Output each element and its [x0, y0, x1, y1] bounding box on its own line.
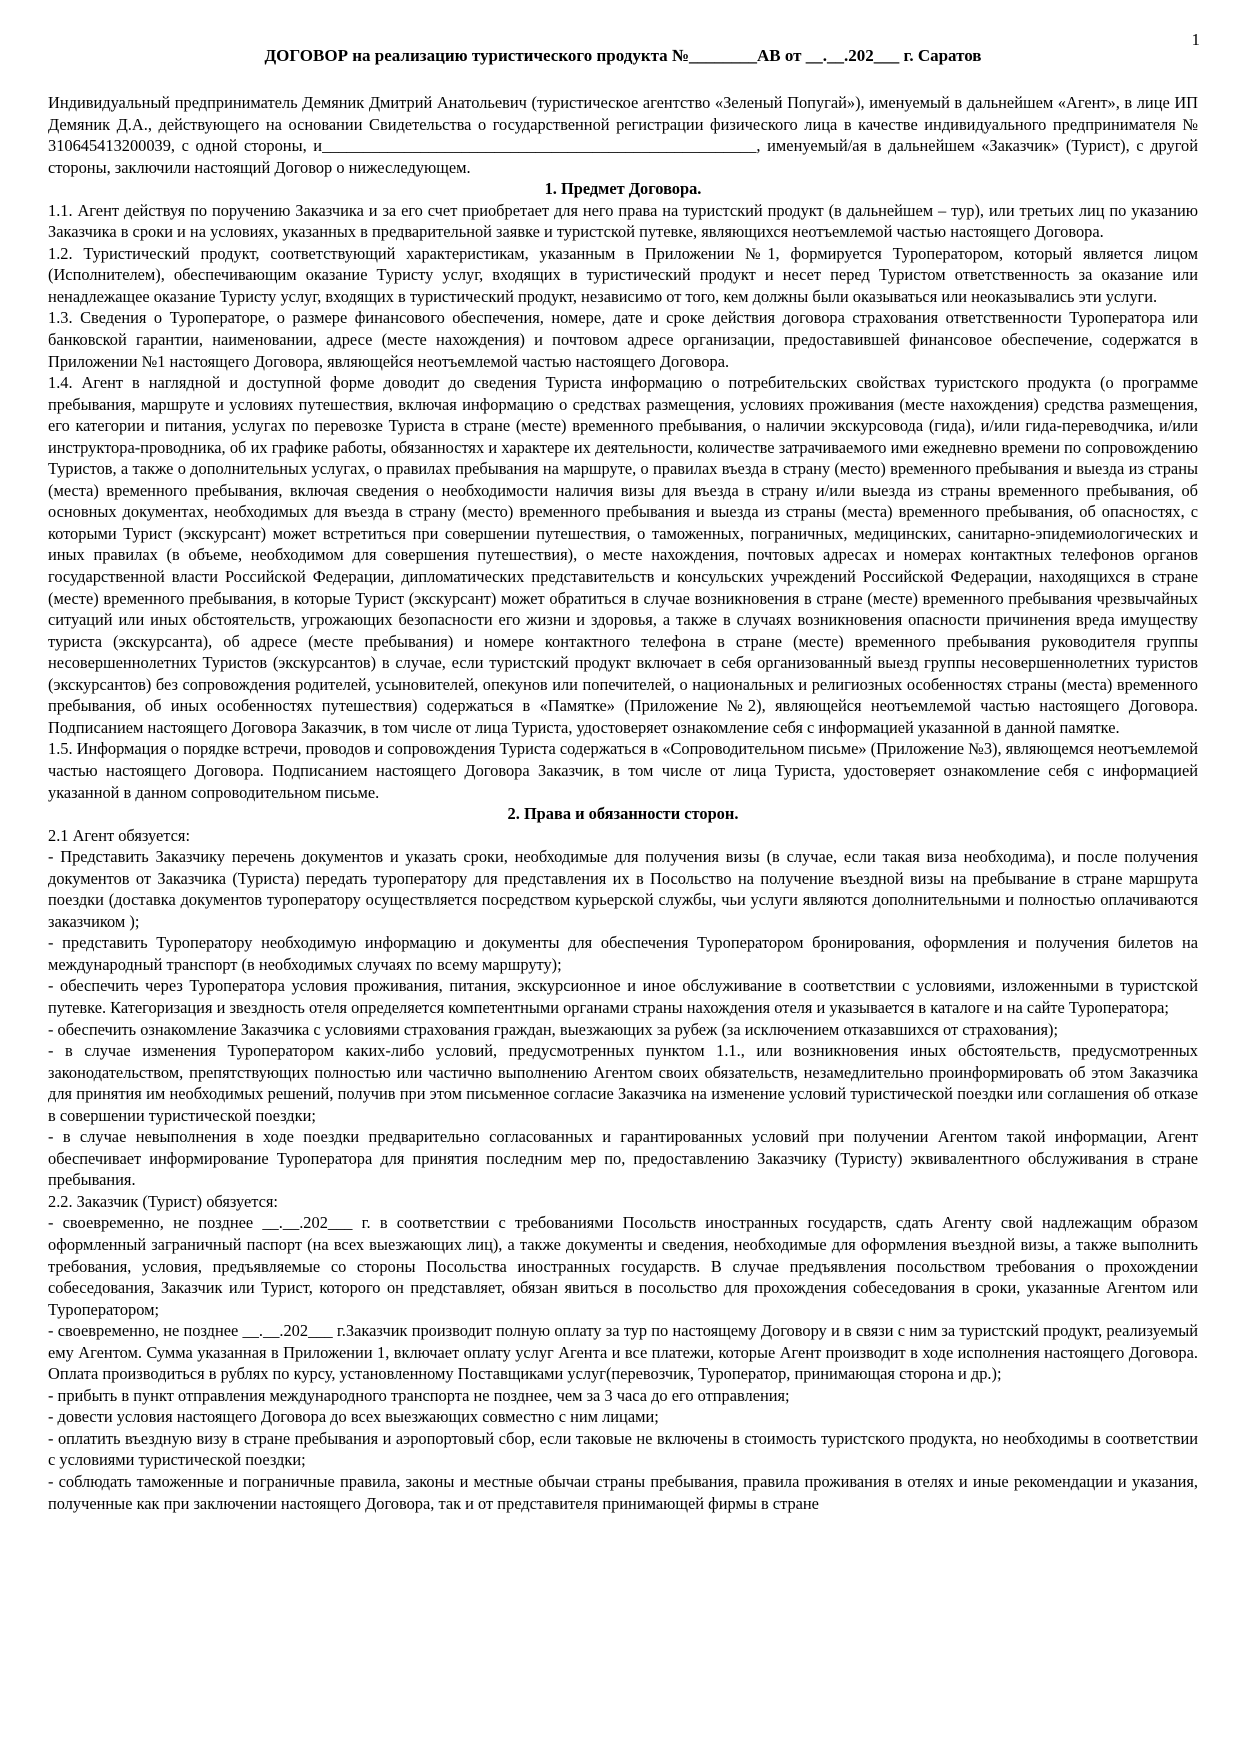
- agent-obligations-heading: 2.1 Агент обязуется:: [48, 825, 191, 845]
- agent-obligation-item: - в случае изменения Туроператором каких-либо условий, предусмотренных пунктом 1.1., или возникновения иных обстоятельств, предусмотренных законодательством, препятствующих полностью или частично выполнению Агентом своих обязательств, незамедлительно проинформировать об этом Заказчика для принятия им необходимых решений, получив при этом письменное согласие Заказчика на изменение условий туристической поездки или соглашения об отказе в совершении туристической поездки;: [48, 1041, 1198, 1125]
- clause-1-1: 1.1. Агент действуя по поручению Заказчика и за его счет приобретает для него права на туристский продукт (в дальнейшем – тур), или третьих лиц по указанию Заказчика в сроки и на условиях, указанных в предварительной заявке и туристской путевке, являющихся неотъемлемой частью настоящего Договора.: [48, 200, 1198, 242]
- client-obligation-item: - оплатить въездную визу в стране пребывания и аэропортовый сбор, если таковые не включены в стоимость туристского продукта, но необходимы в соответствии с условиями туристической поездки;: [48, 1428, 1198, 1470]
- agent-obligation-item: - представить Туроператору необходимую информацию и документы для обеспечения Туроператором бронирования, оформления и получения билетов на международный транспорт (в необходимых случаях по всему маршруту);: [48, 933, 1198, 974]
- section-2-title: 2. Права и обязанности сторон.: [507, 804, 739, 824]
- clause-1-3: 1.3. Сведения о Туроператоре, о размере финансового обеспечения, номере, дате и сроке действия договора страхования ответственности Туроператора или банковской гарантии, наименовании, адресе (месте нахождения) и почтовом адресе организации, предоставившей финансовое обеспечение, содержатся в Приложении №1 настоящего Договора, являющейся неотъемлемой частью настоящего Договора.: [48, 308, 1198, 371]
- client-obligation-item: - прибыть в пункт отправления международного транспорта не позднее, чем за 3 часа до его отправления;: [48, 1385, 790, 1405]
- document-title: ДОГОВОР на реализацию туристического продукта №________АВ от __.__.202___ г. Саратов: [264, 46, 982, 65]
- client-obligation-item: - довести условия настоящего Договора до всех выезжающих совместно с ним лицами;: [48, 1407, 659, 1427]
- clause-1-4: 1.4. Агент в наглядной и доступной форме доводит до сведения Туриста информацию о потребительских свойствах туристского продукта (о программе пребывания, маршруте и условиях путешествия, включая информацию о средствах размещения, условиях проживания (месте нахождения) средства размещения, его категории и питания, услугах по перевозке Туриста в стране (месте) временного пребывания, о наличии экскурсовода (гида), и/или гида-переводчика, и/или инструктора-проводника, об их графике работы, обязанностях и характере их деятельности, количестве затрачиваемого ими ежедневно времени по сопровождению Туристов, а также о дополнительных услугах, о правилах пребывания на маршруте, о правилах въезда в страну (место) временного пребывания и выезда из страны (места) временного пребывания, включая сведения о необходимости наличия визы для въезда в страну и/или выезда из страны временного пребывания, об основных документах, необходимых для въезда в страну (место) временного пребывания и выезда из страны (места) временного пребывания, об опасностях, с которыми Турист (экскурсант) может встретиться при совершении путешествия, о таможенных, пограничных, медицинских, санитарно-эпидемиологических и иных правилах (в объеме, необходимом для совершения путешествия), о месте нахождения, почтовых адресах и номерах контактных телефонов органов государственной власти Российской Федерации, дипломатических представительств и консульских учреждений Российской Федерации, находящихся в стране (месте) временного пребывания, в которые Турист (экскурсант) может обратиться в случае возникновения в стране (месте) временного пребывания чрезвычайных ситуаций или иных обстоятельств, угрожающих безопасности его жизни и здоровья, а также в случаях возникновения опасности причинения вреда имуществу туриста (экскурсанта), об адресе (месте пребывания) и номере контактного телефона в стране (месте) временного пребывания руководителя группы несовершеннолетних Туристов (экскурсантов) в случае, если туристский продукт включает в себя организованный выезд группы несовершеннолетних туристов (экскурсантов) без сопровождения родителей, усыновителей, опекунов или попечителей, о национальных и религиозных особенностях страны (места) временного пребывания, об иных особенностях путешествия) содержаться в «Памятке» (Приложение №2), являющейся неотъемлемой частью настоящего Договора. Подписанием настоящего Договора Заказчик, в том числе от лица Туриста, удостоверяет ознакомление себя с информацией указанной в данной памятке.: [48, 373, 1198, 737]
- contract-document: [48, 46, 1198, 1514]
- client-obligations-heading: 2.2. Заказчик (Турист) обязуется:: [48, 1191, 278, 1211]
- clause-1-2: 1.2. Туристический продукт, соответствующий характеристикам, указанным в Приложении №1, формируется Туроператором, который является лицом (Исполнителем), обеспечивающим оказание Туристу услуг, входящих в туристический продукт и несет перед Туристом ответственность за оказание или ненадлежащее оказание Туристу услуг, входящих в туристический продукт, независимо от того, кем должны были оказываться или неоказывались эти услуги.: [48, 243, 1198, 306]
- agent-obligation-item: - обеспечить через Туроператора условия проживания, питания, экскурсионное и иное обслуживание в соответствии с условиями, изложенными в туристской путевке. Категоризация и звездность отеля определяется компетентными органами страны нахождения отеля и указывается в каталоге и на сайте Туроператора;: [48, 976, 1198, 1017]
- page-number: 1: [1191, 30, 1200, 49]
- preamble: Индивидуальный предприниматель Демяник Дмитрий Анатольевич (туристическое агентство «Зеленый Попугай»), именуемый в дальнейшем «Агент», в лице ИП Демяник Д.А., действующего на основании Свидетельства о государственной регистрации физического лица в качестве индивидуального предпринимателя № 310645413200039, с одной стороны, и_____________________________________________________, именуемый/ая в дальнейшем «Заказчик» (Турист), с другой стороны, заключили настоящий Договор о нижеследующем.: [48, 93, 1198, 177]
- client-obligation-item: - соблюдать таможенные и пограничные правила, законы и местные обычаи страны пребывания, правила проживания в отелях и иные рекомендации и указания, полученные как при заключении настоящего Договора, так и от представителя принимающей фирмы в стране: [48, 1472, 1198, 1513]
- client-obligation-item: - своевременно, не позднее __.__.202___ г. в соответствии с требованиями Посольств иностранных государств, сдать Агенту свой надлежащим образом оформленный заграничный паспорт (на всех выезжающих лиц), а также документы и сведения, необходимые для оформления въездной визы, а также выполнить требования, условия, предъявляемые со стороны Посольства иностранных государств. В случае предъявления посольством требования о прохождении собеседования, Заказчик или Турист, которого он представляет, обязан явиться в посольство для прохождения собеседования в сроки, указанные Агентом или Туроператором;: [48, 1213, 1198, 1319]
- agent-obligation-item: - обеспечить ознакомление Заказчика с условиями страхования граждан, выезжающих за рубеж (за исключением отказавшихся от страхования);: [48, 1019, 1059, 1039]
- section-1-title: 1. Предмет Договора.: [544, 179, 702, 199]
- agent-obligation-item: - в случае невыполнения в ходе поездки предварительно согласованных и гарантированных условий при получении Агентом такой информации, Агент обеспечивает информирование Туроператора для принятия последним мер по, предоставлению Заказчику (Туристу) эквивалентного обслуживания в стране пребывания.: [48, 1127, 1198, 1190]
- client-obligation-item: - своевременно, не позднее __.__.202___ г.Заказчик производит полную оплату за тур по настоящему Договору и в связи с ним за туристский продукт, реализуемый ему Агентом. Сумма указанная в Приложении 1, включает оплату услуг Агента и все платежи, которые Агент производит в ходе исполнения настоящего Договора. Оплата производиться в рублях по курсу, установленному Поставщиками услуг(перевозчик, Туроператор, принимающая сторона и др.);: [48, 1321, 1198, 1384]
- clause-1-5: 1.5. Информация о порядке встречи, проводов и сопровождения Туриста содержаться в «Сопроводительном письме» (Приложение №3), являющемся неотъемлемой частью настоящего Договора. Подписанием настоящего Договора Заказчик, в том числе от лица Туриста, удостоверяет ознакомление себя с информацией указанной в данном сопроводительном письме.: [48, 739, 1198, 802]
- agent-obligation-item: - Представить Заказчику перечень документов и указать сроки, необходимые для получения визы (в случае, если такая виза необходима), и после получения документов от Заказчика (Туриста) передать туроператору для представления их в Посольство на получение въездной визы на пребывание в стране маршрута поездки (доставка документов туроператору осуществляется посредством курьерской службы, чьи услуги являются дополнительными и полностью оплачиваются заказчиком );: [48, 847, 1198, 931]
